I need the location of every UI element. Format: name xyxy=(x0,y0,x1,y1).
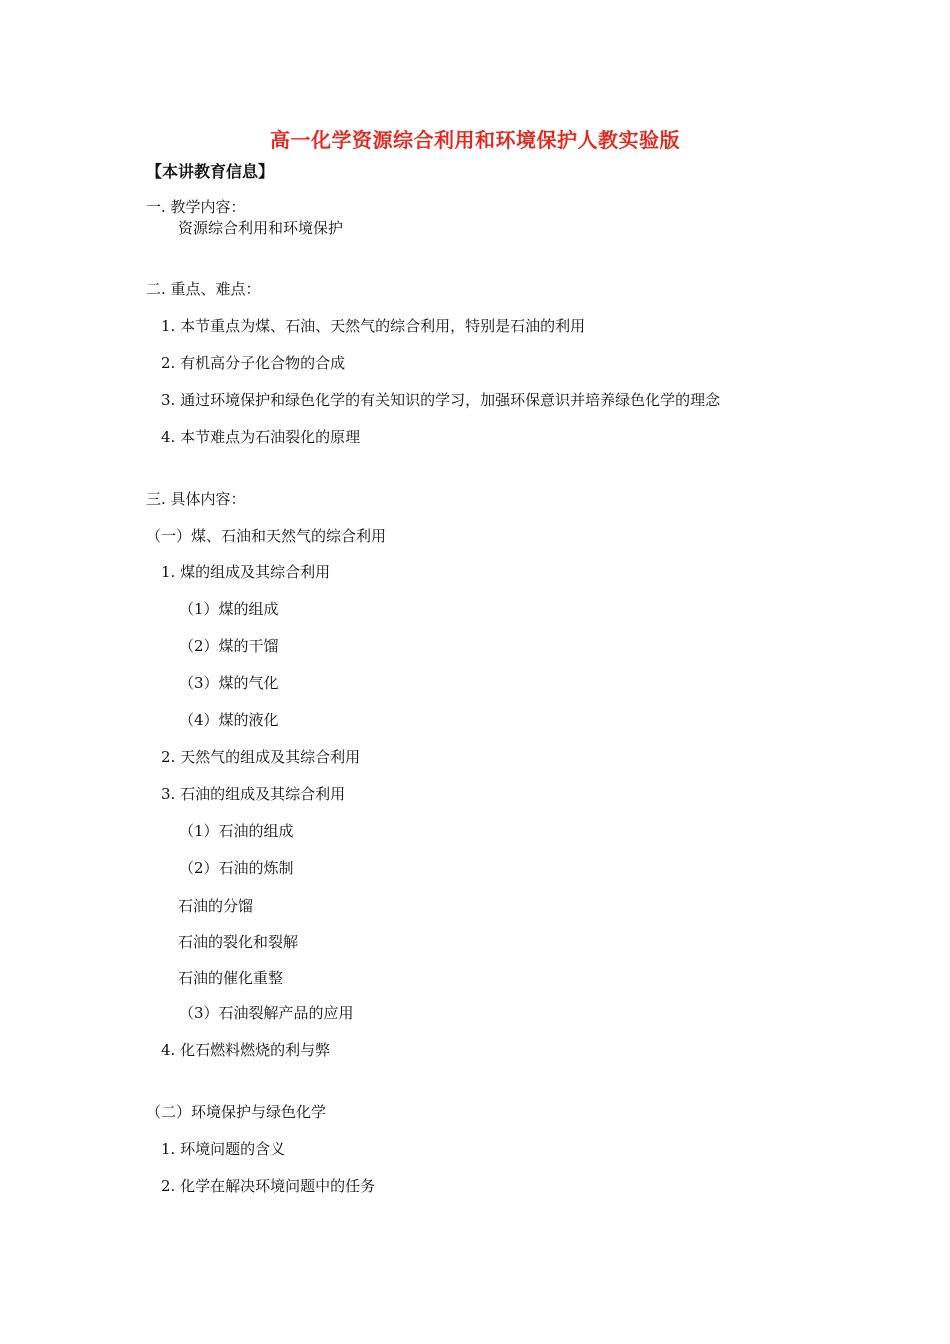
part1-subitem: （2）煤的干馏 xyxy=(179,637,279,655)
part1-item: 3. 石油的组成及其综合利用 xyxy=(161,785,346,803)
refining-item: 石油的裂化和裂解 xyxy=(178,933,299,951)
part1-item: 2. 天然气的组成及其综合利用 xyxy=(161,748,361,766)
section2-item: 4. 本节难点为石油裂化的原理 xyxy=(161,428,361,446)
part2-heading: （二）环境保护与绿色化学 xyxy=(146,1103,327,1121)
part2-item: 1. 环境问题的含义 xyxy=(161,1140,286,1158)
section2-item: 3. 通过环境保护和绿色化学的有关知识的学习，加强环保意识并培养绿色化学的理念 xyxy=(161,391,721,409)
part2-item: 2. 化学在解决环境问题中的任务 xyxy=(161,1177,376,1195)
part1-heading: （一）煤、石油和天然气的综合利用 xyxy=(146,527,387,545)
part1-subitem: （3）石油裂解产品的应用 xyxy=(179,1004,354,1022)
part1-item: 4. 化石燃料燃烧的利与弊 xyxy=(161,1041,331,1059)
info-heading: 【本讲教育信息】 xyxy=(146,162,275,181)
section2-heading: 二. 重点、难点： xyxy=(146,280,261,298)
section2-item: 1. 本节重点为煤、石油、天然气的综合利用，特别是石油的利用 xyxy=(161,317,586,335)
part1-subitem: （1）石油的组成 xyxy=(179,822,294,840)
section1-content: 资源综合利用和环境保护 xyxy=(178,219,344,237)
section2-item: 2. 有机高分子化合物的合成 xyxy=(161,354,346,372)
section3-heading: 三. 具体内容： xyxy=(146,490,246,508)
part1-subitem: （1）煤的组成 xyxy=(179,600,279,618)
part1-subitem: （3）煤的气化 xyxy=(179,674,279,692)
part1-subitem: （4）煤的液化 xyxy=(179,711,279,729)
section1-heading: 一. 教学内容： xyxy=(146,198,246,216)
document-title: 高一化学资源综合利用和环境保护人教实验版 xyxy=(270,128,680,152)
part1-subitem: （2）石油的炼制 xyxy=(179,859,294,877)
refining-item: 石油的分馏 xyxy=(178,897,254,915)
refining-item: 石油的催化重整 xyxy=(178,969,284,987)
part1-item: 1. 煤的组成及其综合利用 xyxy=(161,563,331,581)
